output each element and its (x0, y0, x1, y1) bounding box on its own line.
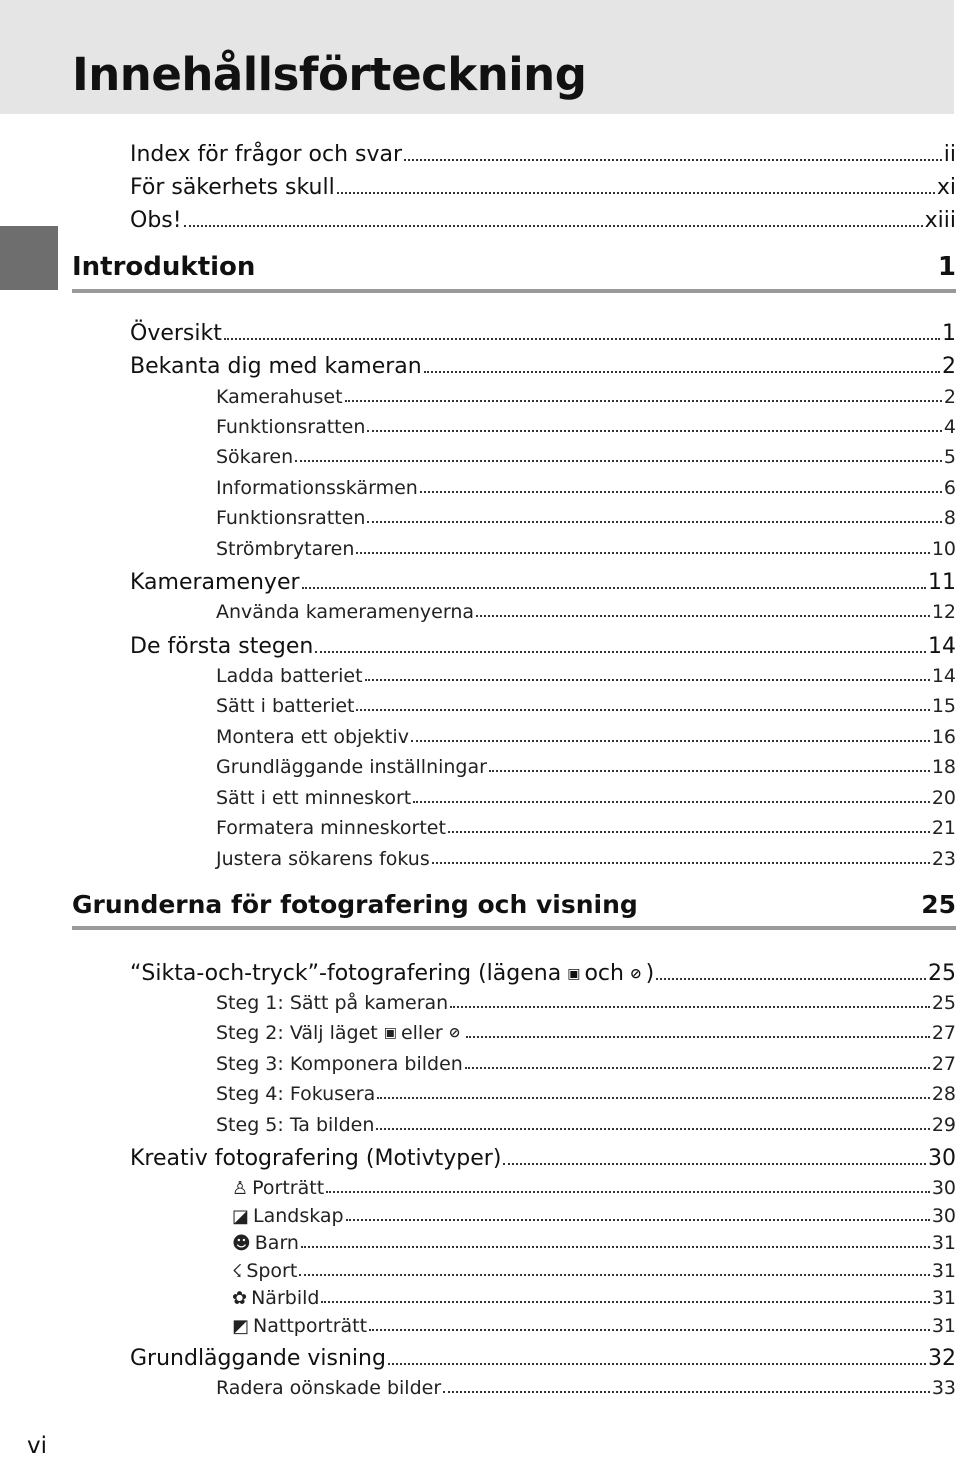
toc-label (232, 1315, 367, 1337)
toc-subentry[interactable] (216, 1048, 956, 1075)
toc-page-number: 30 (928, 1146, 956, 1171)
toc-page-number: 33 (931, 1377, 956, 1399)
dot-leader (424, 369, 940, 373)
toc-page-number: ii (943, 142, 956, 167)
toc-subentry[interactable] (216, 782, 956, 809)
toc-page-number: 29 (931, 1114, 956, 1136)
toc-label: Sökaren (216, 446, 294, 468)
toc-page-number: 32 (928, 1346, 956, 1371)
toc-page-number: 8 (943, 507, 956, 529)
toc-page-number: 23 (931, 848, 956, 870)
dot-leader (356, 707, 929, 711)
toc-page-number: 28 (931, 1083, 956, 1105)
toc-label: Sätt i ett minneskort (216, 787, 412, 809)
toc-page-number: 30 (931, 1205, 956, 1227)
toc-page-number: 31 (931, 1287, 956, 1309)
toc-page-number: 31 (931, 1315, 956, 1337)
chapter-page-number: 1 (937, 252, 956, 282)
toc-label: Använda kameramenyerna (216, 601, 475, 623)
dot-leader (656, 976, 926, 980)
dot-leader (367, 519, 942, 523)
toc-subentry[interactable] (216, 660, 956, 687)
toc-page-number: xiii (924, 208, 956, 233)
dot-leader (420, 489, 942, 493)
toc-page-number: 25 (931, 992, 956, 1014)
toc-page-number: 12 (931, 601, 956, 623)
toc-label: Grundläggande visning (130, 1346, 386, 1371)
toc-subentry[interactable] (216, 843, 956, 870)
toc-subentry[interactable] (216, 472, 956, 499)
flash-off-icon: ⊘ (629, 966, 642, 982)
toc-page-number: 14 (931, 665, 956, 687)
toc-subentry-scene[interactable] (232, 1227, 956, 1254)
dot-leader (365, 677, 930, 681)
toc-page-number: 5 (943, 446, 956, 468)
toc-subentry-scene[interactable] (232, 1172, 956, 1199)
toc-page-number: 30 (931, 1177, 956, 1199)
toc-label (232, 1260, 297, 1282)
toc-label: Kreativ fotografering (Motivtyper) (130, 1146, 502, 1171)
toc-subentry[interactable] (216, 751, 956, 778)
dot-leader (450, 1004, 930, 1008)
toc-page-number: 11 (928, 570, 956, 595)
toc-page-number: 20 (931, 787, 956, 809)
dot-leader (489, 768, 930, 772)
dot-leader (337, 190, 935, 194)
toc-label-text: Barn (254, 1232, 299, 1254)
toc-subentry[interactable] (216, 1372, 956, 1399)
sports-icon: ☇ (232, 1261, 243, 1282)
toc-label: Justera sökarens fokus (216, 848, 430, 870)
chapter-heading-basics[interactable] (72, 890, 956, 930)
toc-entry-notes[interactable] (130, 203, 956, 233)
dot-leader (367, 428, 942, 432)
toc-label: Steg 5: Ta bilden (216, 1114, 375, 1136)
dot-leader (376, 1126, 929, 1130)
toc-label: Kamerahuset (216, 386, 343, 408)
toc-page-number: 6 (943, 477, 956, 499)
dot-leader (315, 649, 926, 653)
toc-label: Strömbrytaren (216, 538, 355, 560)
toc-subentry[interactable] (216, 721, 956, 748)
toc-entry-first-steps[interactable] (130, 629, 956, 659)
toc-page-number: 21 (931, 817, 956, 839)
toc-label: Sätt i batteriet (216, 695, 355, 717)
toc-subentry[interactable] (216, 987, 956, 1014)
toc-page-number: 18 (931, 756, 956, 778)
dot-leader (301, 1244, 930, 1248)
toc-page-number: 1 (942, 321, 956, 346)
chapter-title: Grunderna för fotografering och visning (72, 890, 638, 919)
toc-page-number: 14 (928, 634, 956, 659)
dot-leader (377, 1095, 930, 1099)
dot-leader (302, 585, 926, 589)
toc-label-text: Närbild (251, 1287, 320, 1309)
toc-entry-playback[interactable] (130, 1341, 956, 1371)
toc-label-text: Landskap (253, 1205, 344, 1227)
portrait-icon: ♙ (232, 1178, 249, 1199)
toc-label-part: och (584, 961, 624, 986)
toc-label: Kameramenyer (130, 570, 300, 595)
toc-label: Grundläggande inställningar (216, 756, 487, 778)
toc-label: Ladda batteriet (216, 665, 363, 687)
dot-leader (476, 613, 930, 617)
dot-leader (326, 1189, 930, 1193)
toc-label (232, 1205, 344, 1227)
page-number-folio: vi (27, 1433, 48, 1459)
dot-leader (448, 829, 930, 833)
close-up-icon: ✿ (232, 1288, 248, 1309)
dot-leader (184, 223, 923, 227)
toc-entry-index[interactable] (130, 137, 956, 167)
toc-page-number: 10 (931, 538, 956, 560)
toc-label-part: “Sikta-och-tryck”-fotografering (lägena (130, 961, 562, 986)
toc-subentry[interactable] (216, 1109, 956, 1136)
toc-subentry[interactable] (216, 381, 956, 408)
toc-page-number: 31 (931, 1260, 956, 1282)
dot-leader (345, 398, 942, 402)
toc-page-number: 4 (943, 416, 956, 438)
toc-label: Bekanta dig med kameran (130, 354, 422, 379)
toc-label-part: eller (400, 1022, 443, 1044)
toc-entry-creative[interactable] (130, 1141, 956, 1171)
toc-label: Obs! (130, 208, 182, 233)
toc-label-part: Steg 2: Välj läget (216, 1022, 378, 1044)
toc-subentry[interactable] (216, 1017, 956, 1044)
night-portrait-icon: ◩ (232, 1316, 250, 1337)
toc-page-number: 16 (931, 726, 956, 748)
toc-entry-camera[interactable] (130, 349, 956, 379)
toc-entry-menus[interactable] (130, 565, 956, 595)
dot-leader (443, 1389, 930, 1393)
auto-mode-icon: ▣ (383, 1025, 397, 1041)
chapter-page-number: 25 (921, 890, 956, 919)
dot-leader (224, 336, 940, 340)
toc-label-part: ) (645, 961, 655, 986)
toc-subentry-scene[interactable] (232, 1200, 956, 1227)
dot-leader (295, 458, 942, 462)
toc-subentry[interactable] (216, 441, 956, 468)
toc-page-number: 27 (931, 1053, 956, 1075)
dot-leader (356, 550, 929, 554)
toc-page-number: xi (936, 175, 956, 200)
dot-leader (321, 1299, 929, 1303)
toc-subentry[interactable] (216, 812, 956, 839)
toc-subentry[interactable] (216, 596, 956, 623)
toc-entry-point-and-shoot[interactable] (130, 956, 956, 986)
toc-label: Informationsskärmen (216, 477, 418, 499)
toc-label: De första stegen (130, 634, 314, 659)
toc-label: Radera oönskade bilder (216, 1377, 442, 1399)
toc-label: Montera ett objektiv (216, 726, 409, 748)
toc-page-number: 2 (943, 386, 956, 408)
toc-page-number: 25 (928, 961, 956, 986)
toc-label (232, 1287, 319, 1309)
toc-label: Översikt (130, 321, 222, 346)
dot-leader (466, 1034, 929, 1038)
flash-off-icon: ⊘ (448, 1025, 461, 1041)
toc-label: Steg 3: Komponera bilden (216, 1053, 463, 1075)
toc-label-text: Sport (246, 1260, 298, 1282)
auto-mode-icon: ▣ (567, 966, 581, 982)
toc-page-number: 2 (942, 354, 956, 379)
toc-label (216, 1022, 464, 1044)
toc-label: Funktionsratten (216, 416, 366, 438)
toc-label (232, 1232, 299, 1254)
toc-label: För säkerhets skull (130, 175, 335, 200)
dot-leader (503, 1161, 926, 1165)
dot-leader (465, 1065, 930, 1069)
toc-label-text: Porträtt (252, 1177, 325, 1199)
toc-label (130, 961, 654, 986)
landscape-icon: ◪ (232, 1206, 250, 1227)
chapter-title: Introduktion (72, 252, 256, 282)
toc-label: Index för frågor och svar (130, 142, 403, 167)
toc-label: Steg 4: Fokusera (216, 1083, 376, 1105)
dot-leader (388, 1361, 926, 1365)
toc-label (232, 1177, 324, 1199)
toc-page-number: 31 (931, 1232, 956, 1254)
toc-entry-overview[interactable] (130, 316, 956, 346)
page-title: Innehållsförteckning (72, 48, 587, 101)
toc-subentry[interactable] (216, 690, 956, 717)
chapter-tab-marker (0, 226, 58, 290)
dot-leader (299, 1272, 929, 1276)
dot-leader (432, 860, 930, 864)
toc-subentry[interactable] (216, 1078, 956, 1105)
toc-label-text: Nattporträtt (253, 1315, 368, 1337)
toc-page-number: 15 (931, 695, 956, 717)
toc-subentry-scene[interactable] (232, 1310, 956, 1337)
toc-subentry[interactable] (216, 533, 956, 560)
toc-entry-safety[interactable] (130, 170, 956, 200)
toc-label: Steg 1: Sätt på kameran (216, 992, 449, 1014)
toc-subentry[interactable] (216, 411, 956, 438)
toc-page-number: 27 (931, 1022, 956, 1044)
toc-subentry-scene[interactable] (232, 1255, 956, 1282)
dot-leader (411, 738, 930, 742)
dot-leader (413, 799, 930, 803)
toc-subentry-scene[interactable] (232, 1282, 956, 1309)
dot-leader (369, 1327, 930, 1331)
dot-leader (404, 157, 942, 161)
chapter-heading-introduction[interactable] (72, 252, 956, 293)
child-icon: ☻ (232, 1233, 251, 1254)
dot-leader (346, 1217, 930, 1221)
toc-subentry[interactable] (216, 502, 956, 529)
toc-label: Formatera minneskortet (216, 817, 446, 839)
toc-label: Funktionsratten (216, 507, 366, 529)
